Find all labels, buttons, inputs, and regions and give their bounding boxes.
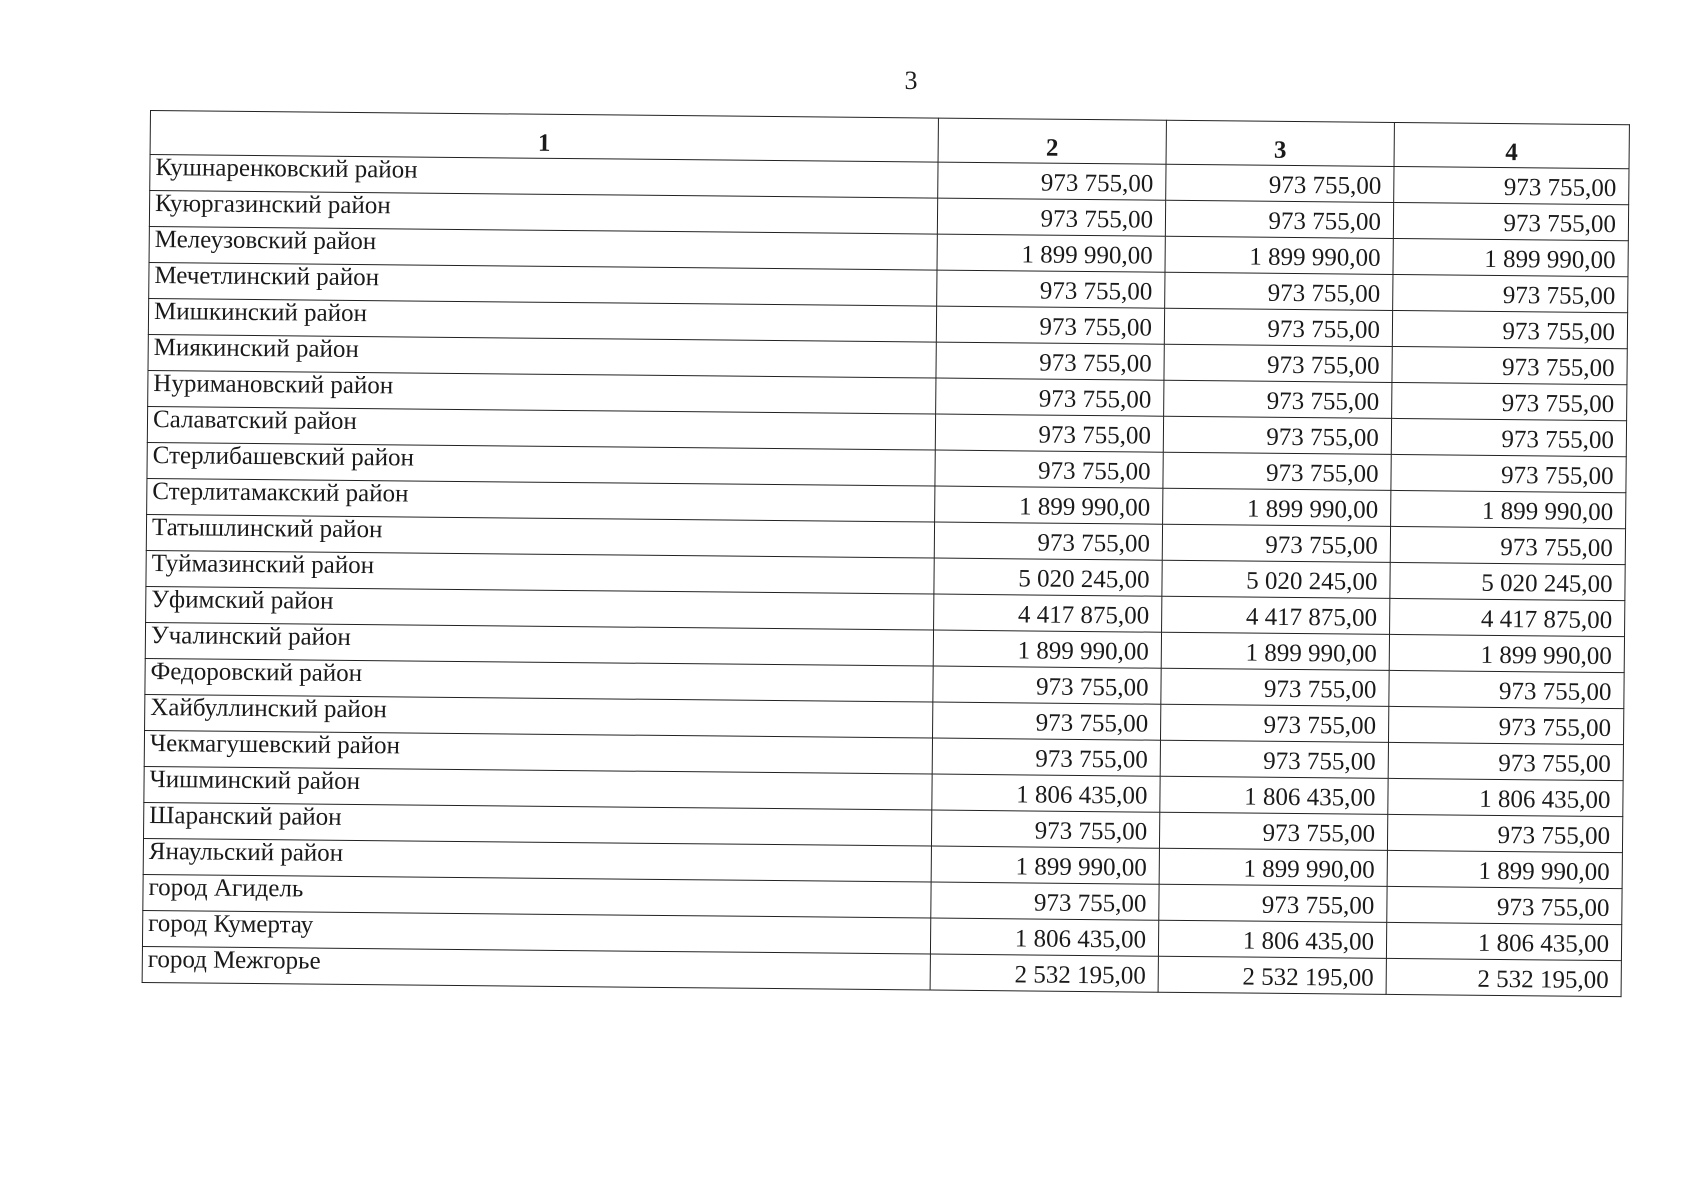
amount-cell-col2: 973 755,00	[935, 414, 1163, 452]
amount-cell-col2: 2 532 195,00	[930, 954, 1158, 992]
amount-cell-col4: 973 755,00	[1389, 670, 1624, 708]
amount-cell-col2: 973 755,00	[932, 810, 1160, 848]
district-name-cell: Шаранский район	[144, 802, 932, 846]
amount-cell-col4: 1 899 990,00	[1391, 490, 1626, 528]
amount-cell-col4: 973 755,00	[1392, 382, 1627, 420]
amount-cell-col2: 973 755,00	[938, 162, 1166, 200]
amount-cell-col2: 1 899 990,00	[931, 846, 1159, 884]
amount-cell-col3: 973 755,00	[1163, 416, 1391, 454]
amount-cell-col4: 1 899 990,00	[1389, 634, 1624, 672]
district-name-cell: Миякинский район	[148, 334, 936, 378]
column-header-1: 1	[150, 111, 938, 163]
amount-cell-col2: 5 020 245,00	[934, 558, 1162, 596]
amount-cell-col3: 973 755,00	[1161, 704, 1389, 742]
amount-cell-col3: 1 899 990,00	[1159, 848, 1387, 886]
amount-cell-col3: 973 755,00	[1164, 344, 1392, 382]
amount-cell-col3: 973 755,00	[1159, 812, 1387, 850]
amount-cell-col4: 973 755,00	[1392, 346, 1627, 384]
amount-cell-col3: 1 899 990,00	[1163, 488, 1391, 526]
amount-cell-col4: 1 899 990,00	[1387, 850, 1622, 888]
district-name-cell: Стерлибашевский район	[147, 442, 935, 486]
district-name-cell: Учалинский район	[145, 622, 933, 666]
amount-cell-col3: 1 899 990,00	[1165, 236, 1393, 274]
amount-cell-col4: 1 899 990,00	[1393, 238, 1628, 276]
amount-cell-col3: 1 806 435,00	[1160, 776, 1388, 814]
amount-cell-col2: 973 755,00	[933, 702, 1161, 740]
amount-cell-col4: 4 417 875,00	[1389, 598, 1624, 636]
amount-cell-col2: 973 755,00	[932, 738, 1160, 776]
amount-cell-col3: 973 755,00	[1162, 524, 1390, 562]
district-name-cell: Куюргазинский район	[149, 191, 937, 235]
district-name-cell: Салаватский район	[147, 406, 935, 450]
amount-cell-col2: 1 899 990,00	[935, 486, 1163, 524]
amount-cell-col4: 973 755,00	[1387, 886, 1622, 924]
amount-cell-col2: 973 755,00	[936, 378, 1164, 416]
amount-cell-col3: 973 755,00	[1163, 452, 1391, 490]
amount-cell-col4: 973 755,00	[1388, 742, 1623, 780]
district-name-cell: Татышлинский район	[146, 514, 934, 558]
amount-cell-col2: 1 806 435,00	[931, 918, 1159, 956]
district-name-cell: Стерлитамакский район	[147, 478, 935, 522]
column-header-4: 4	[1394, 122, 1629, 168]
column-header-2: 2	[938, 118, 1166, 164]
data-table	[142, 110, 1630, 997]
district-name-cell: Янаульский район	[143, 838, 931, 882]
amount-cell-col2: 973 755,00	[931, 882, 1159, 920]
amount-cell-col2: 1 806 435,00	[932, 774, 1160, 812]
amount-cell-col4: 1 806 435,00	[1386, 922, 1621, 960]
amount-cell-col3: 973 755,00	[1166, 164, 1394, 202]
amount-cell-col2: 4 417 875,00	[934, 594, 1162, 632]
amount-cell-col3: 973 755,00	[1164, 308, 1392, 346]
table-body	[142, 155, 1629, 997]
amount-cell-col4: 973 755,00	[1392, 310, 1627, 348]
column-header-3: 3	[1166, 120, 1394, 166]
district-name-cell: город Агидель	[143, 874, 931, 918]
district-name-cell: Уфимский район	[146, 586, 934, 630]
district-name-cell: Чишминский район	[144, 766, 932, 810]
amount-cell-col3: 5 020 245,00	[1162, 560, 1390, 598]
amount-cell-col4: 5 020 245,00	[1390, 562, 1625, 600]
amount-cell-col3: 973 755,00	[1160, 740, 1388, 778]
district-name-cell: город Межгорье	[142, 946, 930, 990]
amount-cell-col4: 1 806 435,00	[1388, 778, 1623, 816]
district-name-cell: Федоровский район	[145, 658, 933, 702]
district-name-cell: Мечетлинский район	[149, 262, 937, 306]
district-name-cell: Чекмагушевский район	[144, 730, 932, 774]
page-number: 3	[904, 66, 918, 95]
amount-cell-col3: 4 417 875,00	[1162, 596, 1390, 634]
amount-cell-col3: 1 806 435,00	[1158, 920, 1386, 958]
amount-cell-col4: 973 755,00	[1391, 418, 1626, 456]
amount-cell-col3: 973 755,00	[1161, 668, 1389, 706]
amount-cell-col2: 973 755,00	[935, 450, 1163, 488]
amount-cell-col4: 973 755,00	[1393, 202, 1628, 240]
amount-cell-col4: 973 755,00	[1387, 814, 1622, 852]
amount-cell-col2: 973 755,00	[936, 342, 1164, 380]
amount-cell-col2: 1 899 990,00	[933, 630, 1161, 668]
amount-cell-col3: 973 755,00	[1165, 272, 1393, 310]
amount-cell-col2: 973 755,00	[936, 306, 1164, 344]
amount-cell-col2: 973 755,00	[934, 522, 1162, 560]
amount-cell-col4: 973 755,00	[1393, 274, 1628, 312]
district-name-cell: Нуримановский район	[148, 370, 936, 414]
amount-cell-col2: 973 755,00	[937, 270, 1165, 308]
amount-cell-col3: 973 755,00	[1165, 200, 1393, 238]
amount-cell-col3: 973 755,00	[1164, 380, 1392, 418]
table-container	[142, 110, 1630, 997]
amount-cell-col2: 1 899 990,00	[937, 234, 1165, 272]
district-name-cell: Туймазинский район	[146, 550, 934, 594]
district-name-cell: город Кумертау	[142, 910, 930, 954]
amount-cell-col4: 973 755,00	[1390, 526, 1625, 564]
amount-cell-col3: 973 755,00	[1159, 884, 1387, 922]
amount-cell-col4: 973 755,00	[1394, 166, 1629, 204]
amount-cell-col3: 2 532 195,00	[1158, 956, 1386, 994]
amount-cell-col2: 973 755,00	[933, 666, 1161, 704]
amount-cell-col4: 973 755,00	[1388, 706, 1623, 744]
amount-cell-col4: 973 755,00	[1391, 454, 1626, 492]
district-name-cell: Хайбуллинский район	[145, 694, 933, 738]
district-name-cell: Кушнаренковский район	[150, 155, 938, 199]
amount-cell-col4: 2 532 195,00	[1386, 958, 1621, 996]
amount-cell-col2: 973 755,00	[937, 198, 1165, 236]
amount-cell-col3: 1 899 990,00	[1161, 632, 1389, 670]
district-name-cell: Мишкинский район	[148, 298, 936, 342]
district-name-cell: Мелеузовский район	[149, 226, 937, 270]
